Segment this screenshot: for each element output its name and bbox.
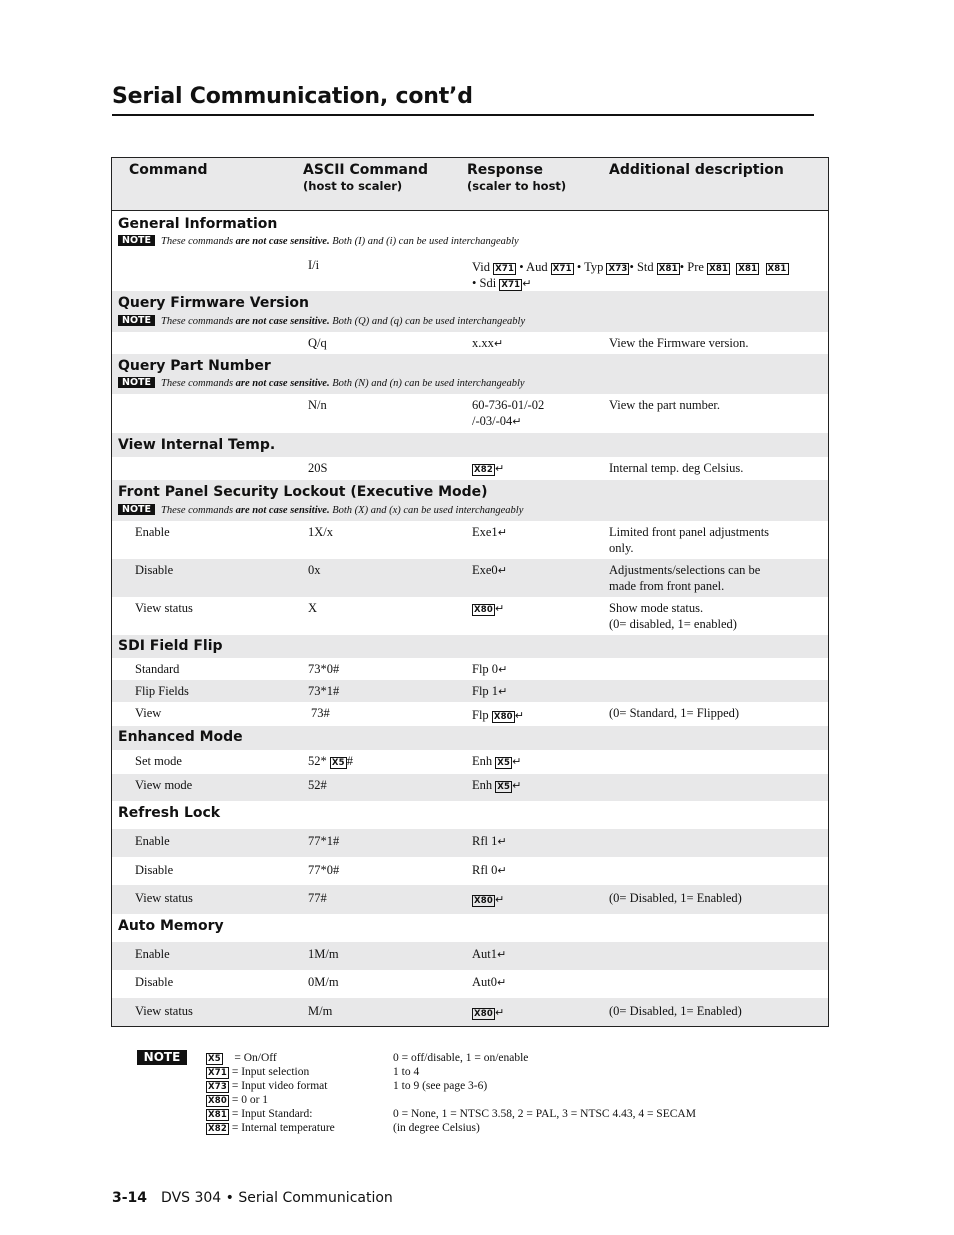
command: View — [135, 706, 162, 720]
description: (0= Disabled, 1= Enabled) — [609, 1004, 742, 1018]
page-footer — [112, 1190, 393, 1206]
ascii-command: 52# — [308, 778, 327, 792]
description: (0= Standard, 1= Flipped) — [609, 706, 740, 720]
table-row — [112, 457, 828, 480]
response: Rfl 1↵ — [472, 834, 507, 848]
legend-x81: X81 = Input Standard: — [208, 1108, 313, 1120]
ascii-command: 77*1# — [308, 834, 340, 848]
section-title: SDI Field Flip — [118, 638, 223, 654]
description: View the Firmware version. — [609, 336, 749, 350]
response: Exe1↵ — [472, 525, 507, 539]
response: Enh X5 ↵ — [472, 778, 522, 792]
page-number: 3-14 — [112, 1190, 148, 1206]
table-row — [112, 998, 828, 1026]
table-row — [112, 597, 828, 635]
description: Adjustments/selections can be made from front panel. — [609, 563, 761, 593]
command: Standard — [135, 662, 180, 676]
header-response: Response (scaler to host) — [467, 162, 567, 193]
header-description: Additional description — [609, 162, 784, 178]
table-row — [112, 394, 828, 433]
response: 60-736-01/-02 /-03/-04↵ — [472, 398, 545, 428]
table-row — [112, 750, 828, 774]
page-title: Serial Communication, cont’d — [112, 84, 473, 109]
header-command: Command — [129, 162, 208, 178]
section-query-firmware — [112, 291, 828, 332]
section-sdi-field-flip — [112, 635, 828, 658]
description: Internal temp. deg Celsius. — [609, 461, 744, 475]
table-row — [112, 332, 828, 354]
section-title: Auto Memory — [118, 918, 224, 934]
command: Enable — [135, 525, 170, 539]
case-note: NOTE These commands are not case sensitive. Both (X) and (x) can be used interchangeably — [118, 504, 523, 516]
footer-text: DVS 304 • Serial Communication — [161, 1190, 393, 1206]
ascii-command: Q/q — [308, 336, 327, 350]
response: Flp 1↵ — [472, 684, 508, 698]
command: Disable — [135, 863, 174, 877]
ascii-command: X — [308, 601, 318, 615]
case-note: NOTE These commands are not case sensitive. Both (I) and (i) can be used interchangeably — [118, 235, 519, 247]
legend-x81-value: 0 = None, 1 = NTSC 3.58, 2 = PAL, 3 = NTSC 4.43, 4 = SECAM — [393, 1108, 696, 1120]
section-title: Front Panel Security Lockout (Executive Mode) — [118, 484, 488, 500]
legend-x73-value: 1 to 9 (see page 3-6) — [393, 1080, 488, 1092]
response: X82 ↵ — [474, 462, 505, 475]
legend-x5-value: 0 = off/disable, 1 = on/enable — [393, 1052, 529, 1064]
section-query-part-number — [112, 354, 828, 394]
section-title: Query Firmware Version — [118, 295, 309, 311]
command: Disable — [135, 975, 174, 989]
response: Vid X71 • Aud X71 • Typ X73 • Std X81 • Pre X81 X81 X81 • Sdi X71 ↵ — [472, 260, 787, 290]
case-note: NOTE These commands are not case sensitive. Both (Q) and (q) can be used interchangeably — [118, 315, 525, 327]
ascii-command: 77# — [308, 891, 327, 905]
ascii-command: 0x — [308, 563, 321, 577]
description: Limited front panel adjustments only. — [609, 525, 770, 555]
command: View status — [135, 891, 193, 905]
ascii-command: M/m — [308, 1004, 333, 1018]
table-row — [112, 521, 828, 559]
command: Enable — [135, 947, 170, 961]
ascii-command: I/i — [308, 258, 320, 272]
legend-x82: X82 = Internal temperature — [208, 1122, 335, 1134]
header-ascii: ASCII Command (host to scaler) — [303, 162, 428, 193]
response: Flp X80 ↵ — [472, 708, 525, 722]
section-title: Enhanced Mode — [118, 729, 243, 745]
ascii-command: 1X/x — [308, 525, 333, 539]
table-row — [112, 829, 828, 857]
response: Aut1↵ — [472, 947, 507, 961]
table-row — [112, 702, 828, 726]
response: X80 ↵ — [474, 602, 505, 615]
command: Flip Fields — [135, 684, 189, 698]
command: View status — [135, 601, 193, 615]
section-title: Query Part Number — [118, 358, 271, 374]
response: X80 ↵ — [474, 893, 505, 906]
legend-x73: X73 = Input video format — [208, 1080, 328, 1092]
legend-x71: X71 = Input selection — [208, 1066, 310, 1078]
response: Aut0↵ — [472, 975, 507, 989]
description: (0= Disabled, 1= Enabled) — [609, 891, 742, 905]
section-front-panel-lockout — [112, 480, 828, 521]
command: Enable — [135, 834, 170, 848]
title-rule — [112, 114, 814, 116]
section-refresh-lock — [112, 801, 828, 829]
response: Flp 0↵ — [472, 662, 508, 676]
command-table — [111, 157, 829, 1027]
section-auto-memory — [112, 914, 828, 942]
response: x.xx↵ — [472, 336, 504, 350]
table-row — [112, 774, 828, 801]
legend-x71-value: 1 to 4 — [393, 1066, 420, 1078]
section-enhanced-mode — [112, 726, 828, 750]
command: View status — [135, 1004, 193, 1018]
ascii-command: 73*0# — [308, 662, 340, 676]
ascii-command: 77*0# — [308, 863, 340, 877]
legend-x82-value: (in degree Celsius) — [393, 1122, 480, 1134]
command: Disable — [135, 563, 174, 577]
ascii-command: 20S — [308, 461, 328, 475]
table-row — [112, 658, 828, 680]
response: Rfl 0↵ — [472, 863, 507, 877]
command: View mode — [135, 778, 193, 792]
section-view-internal-temp — [112, 433, 828, 457]
legend-x80: X80 = 0 or 1 — [208, 1094, 269, 1106]
ascii-command: 52* X5 # — [308, 754, 353, 768]
legend-x5: X5 = On/Off — [208, 1052, 277, 1064]
section-title: General Information — [118, 216, 278, 232]
table-row — [112, 559, 828, 597]
command: Set mode — [135, 754, 182, 768]
description: View the part number. — [609, 398, 721, 412]
description: Show mode status. (0= disabled, 1= enabled) — [609, 601, 737, 631]
case-note: NOTE These commands are not case sensitive. Both (N) and (n) can be used interchangeably — [118, 377, 525, 389]
table-row — [112, 970, 828, 998]
table-row — [112, 857, 828, 885]
response: X80 ↵ — [474, 1006, 505, 1019]
ascii-command: 73# — [311, 706, 330, 720]
ascii-command: 73*1# — [308, 684, 340, 698]
table-row — [112, 680, 828, 702]
section-title: Refresh Lock — [118, 805, 221, 821]
table-header — [112, 158, 828, 211]
ascii-command: 1M/m — [308, 947, 339, 961]
response: Enh X5 ↵ — [472, 754, 522, 768]
response: Exe0↵ — [472, 563, 507, 577]
section-title: View Internal Temp. — [118, 437, 276, 453]
ascii-command: 0M/m — [308, 975, 339, 989]
table-row — [112, 885, 828, 914]
section-general-information — [112, 211, 828, 291]
note-badge: NOTE — [137, 1050, 187, 1065]
table-row — [112, 942, 828, 970]
ascii-command: N/n — [308, 398, 327, 412]
